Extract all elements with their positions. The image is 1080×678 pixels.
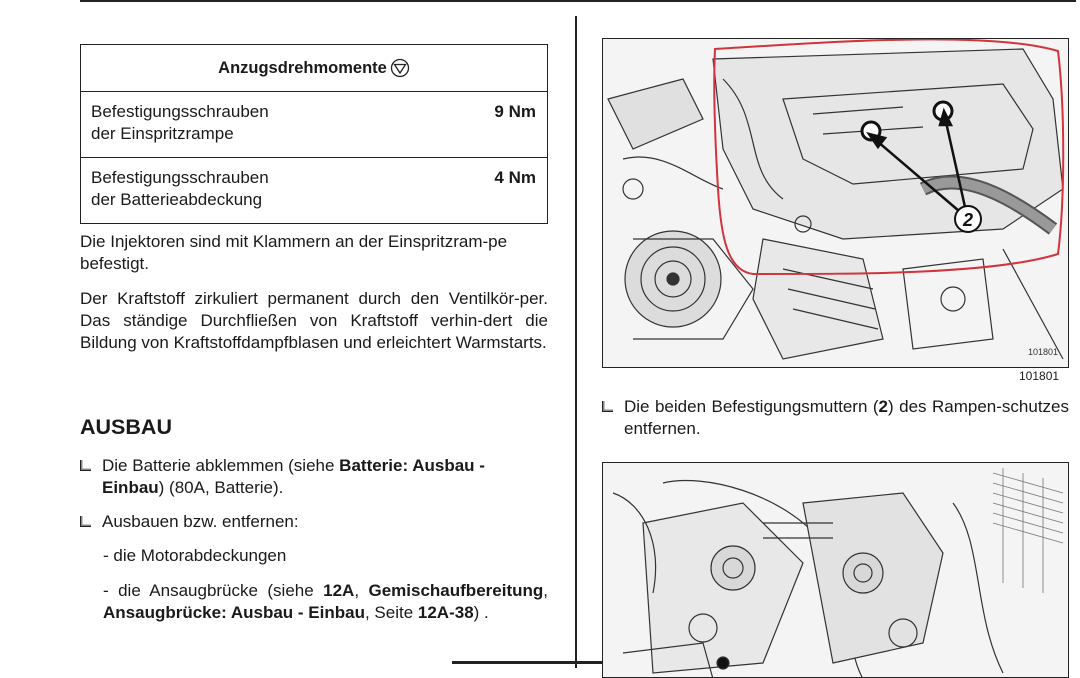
step-text: Die beiden Befestigungsmuttern ( bbox=[624, 397, 879, 416]
step-remove-nuts bbox=[602, 396, 1069, 440]
sub-reference: 12A bbox=[323, 581, 355, 600]
checkbox-icon bbox=[80, 516, 91, 527]
torque-table-header bbox=[81, 45, 547, 92]
torque-row-label-line2: der Batterieabdeckung bbox=[91, 190, 263, 209]
torque-row-label-line1: Befestigungsschrauben bbox=[91, 168, 269, 187]
figure-1-caption: 101801 bbox=[1019, 369, 1060, 383]
step-text: Ausbauen bzw. entfernen: bbox=[102, 512, 299, 531]
step-text: ) (80A, Batterie). bbox=[158, 478, 284, 497]
sub-text: , bbox=[543, 581, 548, 600]
sub-item-intake-manifold bbox=[103, 580, 548, 624]
torque-row-label-line2: der Einspritzrampe bbox=[91, 124, 234, 143]
sub-reference: 12A-38 bbox=[417, 603, 474, 622]
engine-illustration bbox=[603, 39, 1069, 368]
sub-reference: Ansaugbrücke: Ausbau - Einbau bbox=[103, 603, 365, 622]
torque-table-title: Anzugsdrehmomente bbox=[218, 58, 387, 77]
step-reference: Batterie: Ausbau - Einbau bbox=[102, 456, 485, 497]
page-top-frame bbox=[80, 0, 1076, 2]
figure-inner-code: 101801 bbox=[1027, 347, 1058, 357]
torque-row-value: 4 Nm bbox=[494, 168, 536, 187]
engine-figure-1 bbox=[602, 38, 1069, 368]
checkbox-icon bbox=[602, 401, 613, 412]
sub-text: , bbox=[354, 581, 369, 600]
checkbox-icon bbox=[80, 460, 91, 471]
step-text: ) des Rampen-schutzes entfernen. bbox=[624, 397, 1069, 438]
sub-text: , Seite bbox=[364, 603, 418, 622]
sub-item-engine-covers: - die Motorabdeckungen bbox=[103, 546, 287, 565]
intro-paragraph-1: Die Injektoren sind mit Klammern an der Einspritzram-pe befestigt. bbox=[80, 232, 508, 273]
torque-row-label-line1: Befestigungsschrauben bbox=[91, 102, 269, 121]
step-reference: 2 bbox=[878, 397, 888, 416]
torque-row bbox=[81, 92, 547, 157]
engine-illustration bbox=[603, 463, 1069, 678]
torque-row bbox=[81, 157, 547, 223]
sub-reference: Gemischaufbereitung bbox=[368, 581, 544, 600]
step-remove-list bbox=[80, 511, 548, 533]
section-heading-ausbau: AUSBAU bbox=[80, 415, 172, 439]
intro-paragraph-2: Der Kraftstoff zirkuliert permanent durch den Ventilkör-per. Das ständige Durchfließen von Kraftstoff verhin-dert die Bildung von Kraftstoffdampfblasen und erleichtert Warmstarts. bbox=[80, 289, 548, 352]
step-text: Die Batterie abklemmen (siehe bbox=[102, 456, 340, 475]
engine-figure-2 bbox=[602, 462, 1069, 678]
torque-table bbox=[80, 44, 548, 224]
step-battery bbox=[80, 455, 548, 499]
column-divider bbox=[575, 16, 577, 668]
callout-number: 2 bbox=[962, 210, 974, 230]
sub-text: - die Ansaugbrücke (siehe bbox=[103, 581, 324, 600]
sub-text: ) . bbox=[473, 603, 489, 622]
torque-symbol-icon bbox=[390, 58, 410, 78]
torque-row-value: 9 Nm bbox=[494, 102, 536, 121]
